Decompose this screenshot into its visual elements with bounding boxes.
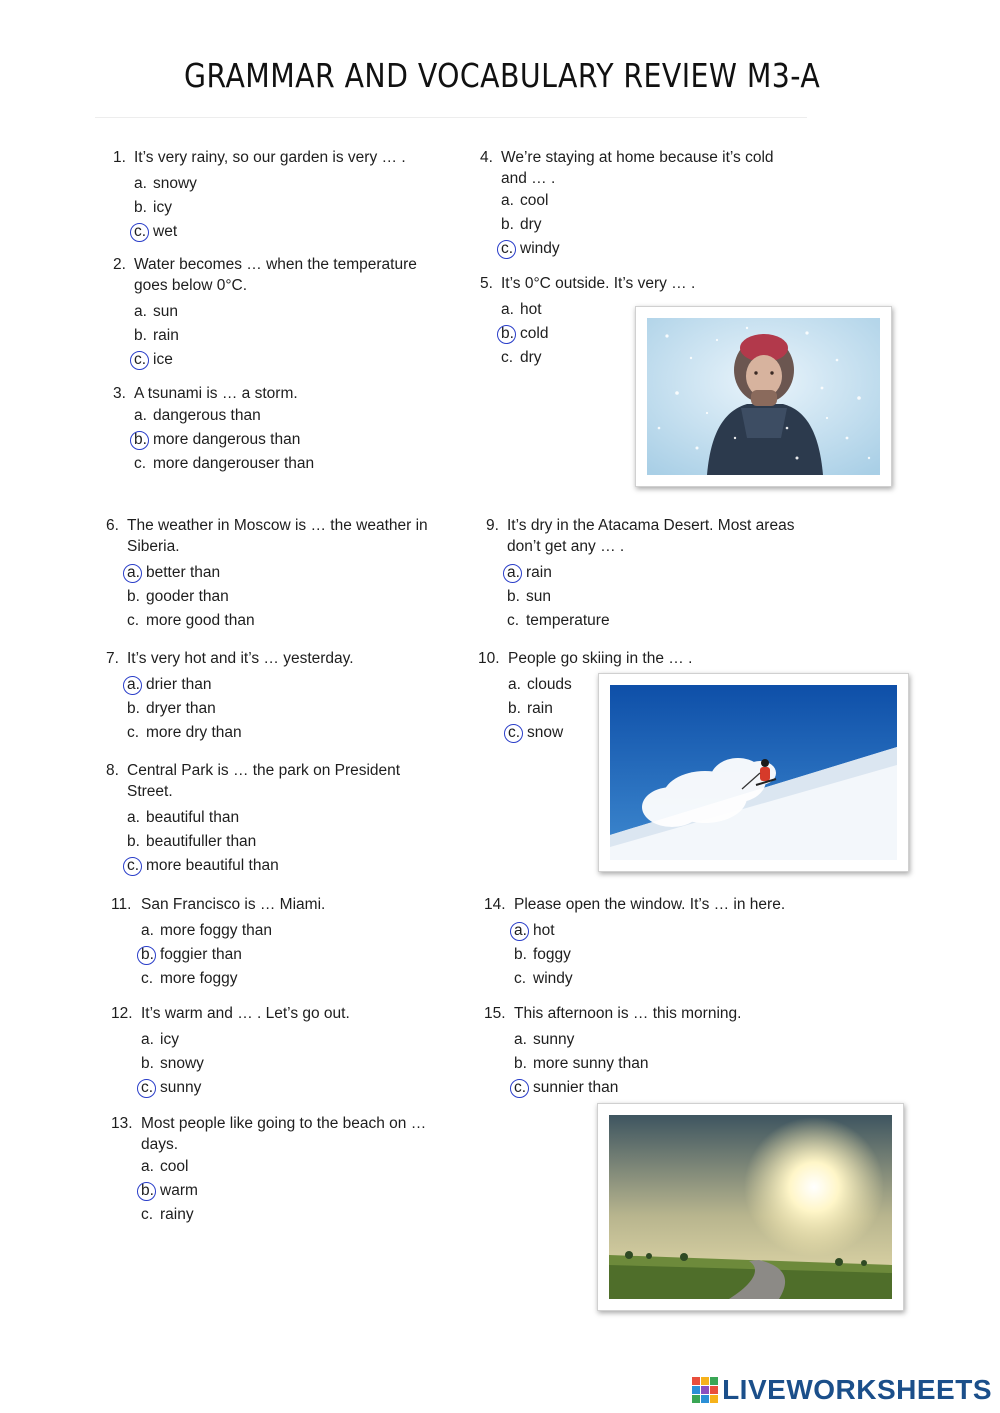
- question-6: [106, 515, 436, 633]
- snowstorm-illustration: [647, 318, 880, 475]
- option-a[interactable]: a. icy: [141, 1031, 179, 1048]
- option-a[interactable]: a. hot: [501, 301, 542, 318]
- skier-on-snow-slope-photo: [598, 673, 909, 872]
- option-a[interactable]: a. clouds: [508, 676, 572, 693]
- question-number: 8.: [106, 762, 119, 779]
- option-a[interactable]: a. sunny: [514, 1031, 575, 1048]
- option-a-selected[interactable]: a. drier than: [127, 673, 436, 697]
- option-b[interactable]: b. icy: [134, 199, 172, 216]
- option-c[interactable]: c. temperature: [507, 612, 610, 629]
- option-c-selected[interactable]: c. windy: [501, 237, 800, 261]
- page-title: GRAMMAR AND VOCABULARY REVIEW M3-A: [184, 56, 821, 95]
- question-2: [113, 254, 433, 372]
- question-number: 10.: [478, 650, 500, 667]
- question-stem: It’s warm and … . Let’s go out.: [141, 1005, 350, 1022]
- question-stem: It’s dry in the Atacama Desert. Most areas don’t get any … .: [507, 517, 795, 555]
- sunny-countryside-road-photo: [597, 1103, 904, 1311]
- option-c-selected[interactable]: c. sunnier than: [514, 1076, 804, 1100]
- option-c-selected[interactable]: c. wet: [134, 220, 433, 244]
- question-12: [111, 1003, 431, 1100]
- option-c[interactable]: c. more foggy: [141, 970, 238, 987]
- question-number: 11.: [111, 896, 132, 913]
- option-b[interactable]: b. gooder than: [127, 588, 229, 605]
- option-c[interactable]: c. more dry than: [127, 724, 242, 741]
- option-b[interactable]: b. rain: [508, 700, 553, 717]
- option-a-selected[interactable]: a. better than: [127, 561, 436, 585]
- question-stem: A tsunami is … a storm.: [134, 385, 298, 402]
- question-stem: Most people like going to the beach on … days.: [141, 1115, 427, 1153]
- option-a[interactable]: a. beautiful than: [127, 809, 240, 826]
- question-7: [106, 648, 436, 745]
- option-c-selected[interactable]: c. snow: [508, 721, 798, 745]
- question-stem: Please open the window. It’s … in here.: [514, 896, 786, 913]
- footer-brand: [692, 1373, 992, 1407]
- question-stem: It’s very hot and it’s … yesterday.: [127, 650, 354, 667]
- question-stem: It’s very rainy, so our garden is very … .: [134, 149, 406, 166]
- question-8: [106, 760, 416, 878]
- option-b[interactable]: b. rain: [134, 327, 179, 344]
- option-b[interactable]: b. dry: [501, 216, 542, 233]
- question-14: [484, 894, 804, 991]
- option-c[interactable]: c. more good than: [127, 612, 255, 629]
- option-c[interactable]: c. windy: [514, 970, 573, 987]
- option-b[interactable]: b. snowy: [141, 1055, 204, 1072]
- option-b-selected[interactable]: b. foggier than: [141, 943, 431, 967]
- option-c-selected[interactable]: c. ice: [134, 348, 433, 372]
- option-b-selected[interactable]: b. cold: [501, 322, 800, 346]
- option-b[interactable]: b. beautifuller than: [127, 833, 257, 850]
- option-c-selected[interactable]: c. more beautiful than: [127, 854, 416, 878]
- option-a[interactable]: a. sun: [134, 303, 178, 320]
- question-stem: It’s 0°C outside. It’s very … .: [501, 275, 696, 292]
- option-b-selected[interactable]: b. more dangerous than: [134, 428, 433, 452]
- option-a[interactable]: a. dangerous than: [134, 407, 261, 424]
- option-c[interactable]: c. dry: [501, 349, 542, 366]
- option-c[interactable]: c. rainy: [141, 1206, 194, 1223]
- option-b[interactable]: b. foggy: [514, 946, 571, 963]
- question-number: 1.: [113, 149, 126, 166]
- question-number: 6.: [106, 517, 119, 534]
- title-divider: [95, 117, 807, 118]
- question-number: 15.: [484, 1005, 506, 1022]
- question-stem: People go skiing in the … .: [508, 650, 693, 667]
- question-number: 5.: [480, 275, 493, 292]
- question-13: [111, 1113, 441, 1227]
- question-9: [486, 515, 806, 633]
- question-stem: Water becomes … when the temperature goes below 0°C.: [134, 256, 417, 294]
- question-4: [480, 147, 800, 261]
- option-a[interactable]: a. cool: [141, 1158, 189, 1175]
- option-b-selected[interactable]: b. warm: [141, 1179, 441, 1203]
- question-stem: This afternoon is … this morning.: [514, 1005, 742, 1022]
- question-stem: San Francisco is … Miami.: [141, 896, 326, 913]
- sunny-road-illustration: [609, 1115, 892, 1299]
- question-stem: Central Park is … the park on President Street.: [127, 762, 401, 800]
- question-11: [111, 894, 431, 991]
- question-number: 4.: [480, 149, 493, 166]
- question-number: 14.: [484, 896, 506, 913]
- question-number: 7.: [106, 650, 119, 667]
- question-number: 3.: [113, 385, 126, 402]
- question-number: 9.: [486, 517, 499, 534]
- option-a-selected[interactable]: a. rain: [507, 561, 806, 585]
- man-in-snowstorm-photo: [635, 306, 892, 487]
- option-a[interactable]: a. more foggy than: [141, 922, 273, 939]
- option-a[interactable]: a. snowy: [134, 175, 197, 192]
- question-number: 12.: [111, 1005, 133, 1022]
- option-c-selected[interactable]: c. sunny: [141, 1076, 431, 1100]
- option-c[interactable]: c. more dangerouser than: [134, 455, 315, 472]
- option-b[interactable]: b. dryer than: [127, 700, 216, 717]
- option-a[interactable]: a. cool: [501, 192, 549, 209]
- option-b[interactable]: b. more sunny than: [514, 1055, 649, 1072]
- question-1: [113, 147, 433, 244]
- question-15: [484, 1003, 804, 1100]
- question-stem: The weather in Moscow is … the weather in Siberia.: [127, 517, 428, 555]
- question-number: 13.: [111, 1115, 133, 1132]
- question-stem: We’re staying at home because it’s cold and … .: [501, 149, 774, 187]
- question-3: [113, 383, 433, 476]
- liveworksheets-logo-icon: [692, 1377, 718, 1403]
- ski-slope-illustration: [610, 685, 897, 860]
- question-number: 2.: [113, 256, 126, 273]
- option-b[interactable]: b. sun: [507, 588, 551, 605]
- option-a-selected[interactable]: a. hot: [514, 919, 804, 943]
- brand-name[interactable]: LIVEWORKSHEETS: [722, 1374, 992, 1405]
